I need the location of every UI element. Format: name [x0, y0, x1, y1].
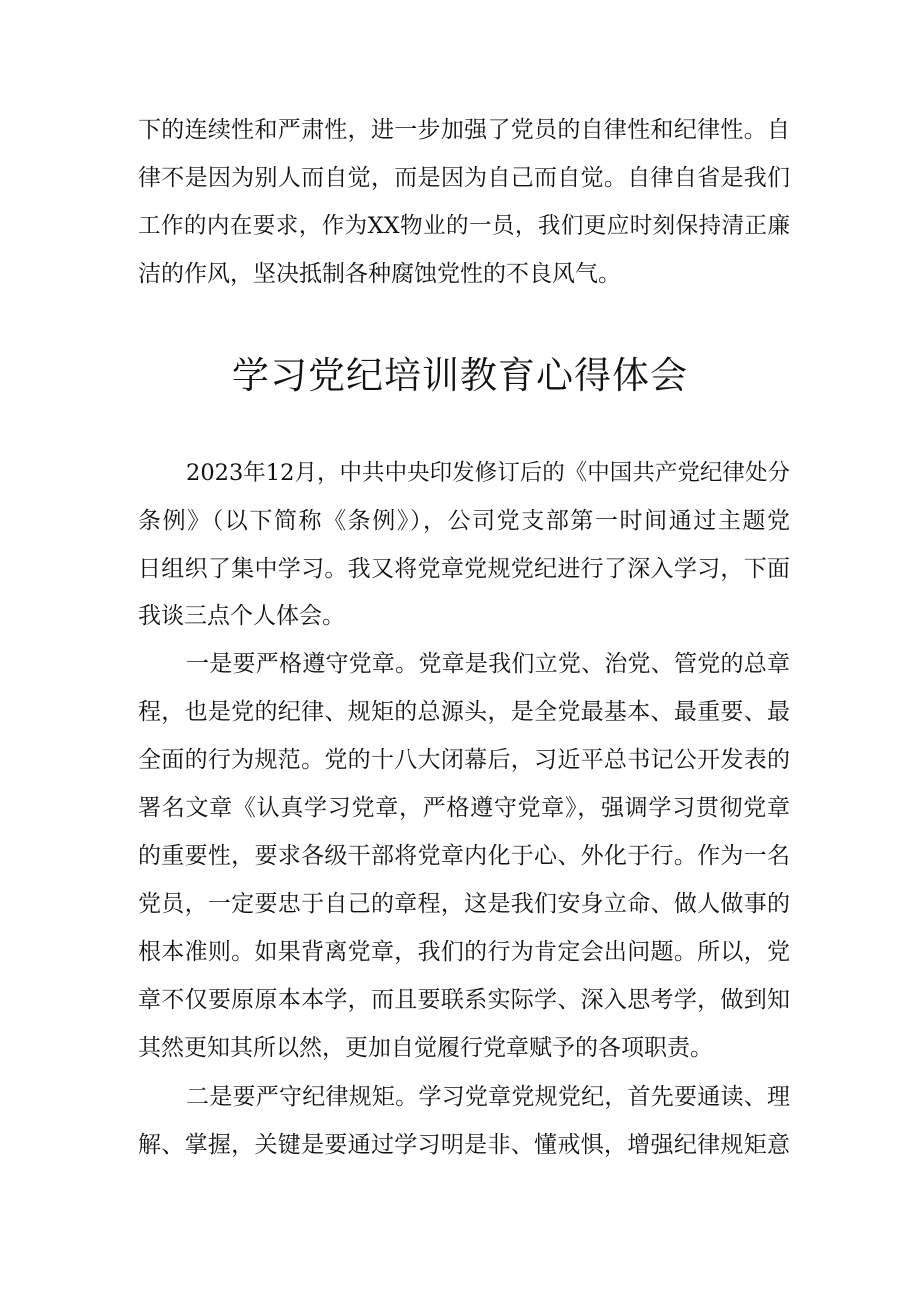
- paragraph-line: 其然更知其所以然，更加自觉履行党章赋予的各项职责。: [138, 1035, 713, 1061]
- paragraph-line: 的重要性，要求各级干部将党章内化于心、外化于行。作为一名: [138, 843, 790, 869]
- paragraph-line: 工作的内在要求，作为XX物业的一员，我们更应时刻保持清正廉: [138, 213, 790, 239]
- document-title: 学习党纪培训教育心得体会: [232, 354, 688, 397]
- paragraph-line: 章不仅要原原本本学，而且要联系实际学、深入思考学，做到知: [138, 987, 790, 1013]
- paragraph-line: 条例》（以下简称《条例》），公司党支部第一时间通过主题党: [138, 508, 790, 534]
- paragraph-line: 党员，一定要忠于自己的章程，这是我们安身立命、做人做事的: [138, 891, 790, 917]
- paragraph-line: 程，也是党的纪律、规矩的总源头，是全党最基本、最重要、最: [138, 699, 790, 725]
- paragraph-line: 洁的作风，坚决抵制各种腐蚀党性的不良风气。: [138, 261, 621, 287]
- paragraph-line: 下的连续性和严肃性，进一步加强了党员的自律性和纪律性。自: [138, 117, 790, 143]
- paragraph-line: 署名文章《认真学习党章，严格遵守党章》，强调学习贯彻党章: [138, 795, 790, 821]
- paragraph-line: 我谈三点个人体会。: [138, 603, 345, 629]
- paragraph-line: 解、掌握，关键是要通过学习明是非、懂戒惧，增强纪律规矩意: [138, 1132, 790, 1158]
- paragraph-line: 2023年12月，中共中央印发修订后的《中国共产党纪律处分: [186, 460, 790, 486]
- paragraph-line: 根本准则。如果背离党章，我们的行为肯定会出问题。所以，党: [138, 939, 790, 965]
- paragraph-line: 全面的行为规范。党的十八大闭幕后，习近平总书记公开发表的: [138, 747, 790, 773]
- paragraph-line: 一是要严格遵守党章。党章是我们立党、治党、管党的总章: [186, 651, 790, 677]
- paragraph-line: 律不是因为别人而自觉，而是因为自己而自觉。自律自省是我们: [138, 165, 790, 191]
- paragraph-line: 日组织了集中学习。我又将党章党规党纪进行了深入学习，下面: [138, 556, 790, 582]
- paragraph-line: 二是要严守纪律规矩。学习党章党规党纪，首先要通读、理: [186, 1084, 790, 1110]
